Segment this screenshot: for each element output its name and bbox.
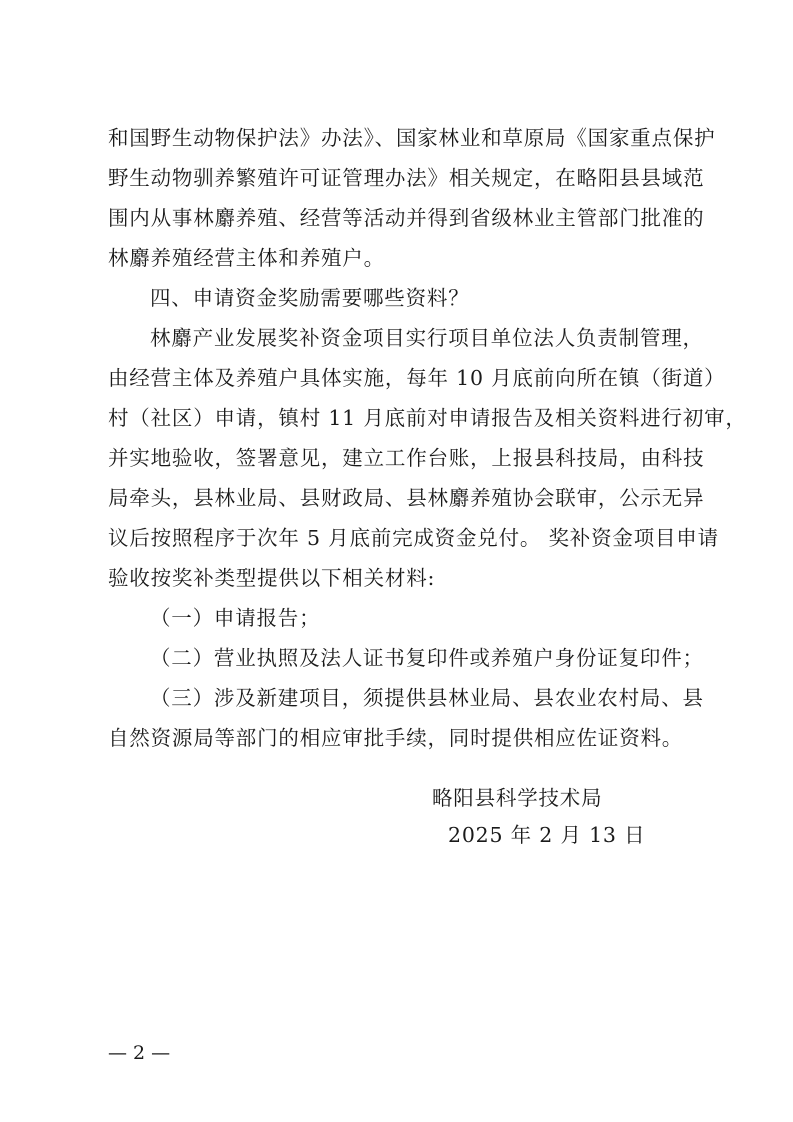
body-line-11: 议后按照程序于次年 5 月底前完成资金兑付。 奖补资金项目申请 <box>108 526 719 550</box>
signature-date: 2025 年 2 月 13 日 <box>448 823 646 847</box>
body-line-2: 野生动物驯养繁殖许可证管理办法》相关规定，在略阳县县域范 <box>108 166 705 190</box>
list-item-3: （三）涉及新建项目，须提供县林业局、县农业农村局、县 <box>150 686 704 710</box>
body-line-1: 和国野生动物保护法》办法》、国家林业和草原局《国家重点保护 <box>108 126 716 150</box>
body-line-10: 局牵头，县林业局、县财政局、县林麝养殖协会联审，公示无异 <box>108 486 705 510</box>
list-item-1: （一）申请报告； <box>150 606 321 630</box>
signature-org: 略阳县科学技术局 <box>432 786 603 810</box>
body-line-12: 验收按奖补类型提供以下相关材料: <box>108 566 436 590</box>
page-number: — 2 — <box>108 1042 171 1064</box>
body-line-6: 林麝产业发展奖补资金项目实行项目单位法人负责制管理， <box>150 326 704 350</box>
list-item-2: （二）营业执照及法人证书复印件或养殖户身份证复印件； <box>150 646 704 670</box>
body-line-8: 村（社区）申请，镇村 11 月底前对申请报告及相关资料进行初审， <box>108 406 747 430</box>
section-heading-4: 四、申请资金奖励需要哪些资料？ <box>150 286 470 310</box>
body-line-3: 围内从事林麝养殖、经营等活动并得到省级林业主管部门批准的 <box>108 206 705 230</box>
list-item-3-cont: 自然资源局等部门的相应审批手续，同时提供相应佐证资料。 <box>108 726 684 750</box>
body-line-7: 由经营主体及养殖户具体实施，每年 10 月底前向所在镇（街道） <box>108 366 726 390</box>
body-line-9: 并实地验收，签署意见，建立工作台账，上报县科技局，由科技 <box>108 446 705 470</box>
body-line-4: 林麝养殖经营主体和养殖户。 <box>108 246 385 270</box>
